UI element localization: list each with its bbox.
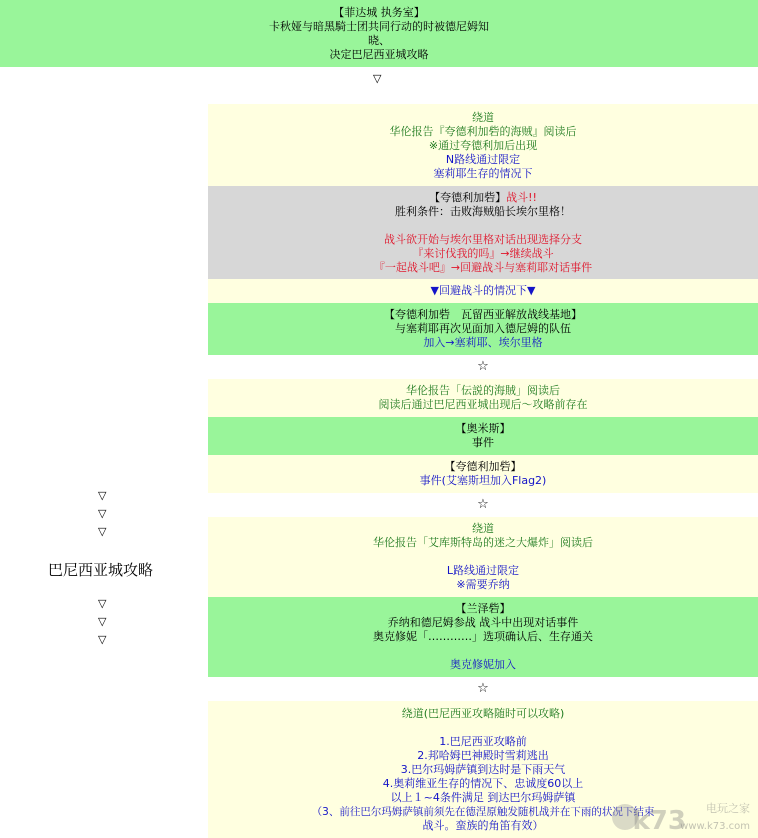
down-arrow-icon: ▽ [98, 633, 107, 646]
down-arrow-icon: ▽ [98, 507, 107, 520]
battle-choice: 『来讨伐我的吗』→继续战斗 [412, 247, 554, 260]
down-arrow-icon: ▽ [98, 525, 107, 538]
detour-note: （3、前往巴尔玛姆萨镇前须先在德涅原触发随机战并在下雨的状况下结束 [311, 806, 655, 818]
event-block [208, 455, 758, 493]
detour-condition: 2.邦哈姆巴神殿时雪莉逃出 [417, 749, 549, 762]
detour-note: 战斗。蛮族的角笛有效） [422, 819, 544, 832]
base-join: 加入→塞莉耶、埃尔里格 [423, 336, 543, 349]
event-line: 事件(艾塞斯坦加入Flag2) [419, 474, 547, 487]
header-line: 【菲达城 执务室】 [333, 6, 425, 19]
down-arrow-icon: ▽ [98, 597, 107, 610]
event-title: 【夸德利加砦】 [444, 460, 522, 473]
left-section-label: 巴尼西亚城攻略 [48, 561, 154, 579]
battle-block [208, 186, 758, 279]
base-title: 【夸德利加砦 瓦留西亚解放战线基地】 [384, 308, 582, 321]
watermark-site-name: 电玩之家 [706, 802, 750, 815]
detour-condition: 4.奥莉维亚生存的情况下、忠诚度60以上 [382, 777, 584, 790]
battle-choice: 『一起战斗吧』→回避战斗与塞莉耶对话事件 [373, 261, 593, 274]
header-line: 卡秋娅与暗黑騎士团共同行动的时被德尼姆知 [269, 20, 489, 33]
report-line: 阅读后通过巴尼西亚城出现后～攻略前存在 [378, 398, 588, 411]
victory-condition: 胜利条件：击败海贼船长埃尔里格！ [395, 205, 571, 218]
lanze-line: 奥克修妮「…………」选项确认后、生存通关 [373, 630, 593, 643]
battle-note: 战斗欲开始与埃尔里格对话出现选择分支 [384, 233, 582, 246]
detour-condition: L路线通过限定 [446, 564, 520, 577]
watermark-logo: k73 [632, 806, 686, 836]
omis-title: 【奥米斯】 [455, 422, 511, 435]
detour-condition: ※需要乔纳 [456, 578, 510, 591]
detour-title: 绕道 [472, 522, 494, 535]
star-icon: ☆ [477, 681, 489, 696]
star-icon: ☆ [477, 497, 489, 512]
detour-condition: 塞莉耶生存的情况下 [433, 167, 533, 180]
detour-title: 绕道(巴尼西亚攻略随时可以攻略) [401, 707, 565, 720]
detour-condition: 以上１~4条件满足 到达巴尔玛姆萨镇 [390, 791, 576, 804]
lanze-title: 【兰泽砦】 [455, 602, 511, 615]
detour-block-2 [208, 517, 758, 597]
down-arrow-icon: ▽ [98, 489, 107, 502]
down-arrow-icon: ▽ [98, 615, 107, 628]
down-arrow-icon: ▽ [373, 72, 382, 85]
detour-condition: 1.巴尼西亚攻略前 [439, 735, 527, 748]
base-line: 与塞莉耶再次见面加入德尼姆的队伍 [395, 322, 571, 335]
header-block [0, 0, 758, 67]
header-line: 晓、 [368, 34, 390, 47]
lanze-line: 乔纳和德尼姆参战 战斗中出现对话事件 [387, 616, 579, 629]
branch-block [208, 279, 758, 303]
report-block [208, 379, 758, 417]
header-line: 决定巴尼西亚城攻略 [329, 48, 429, 61]
omis-block [208, 417, 758, 455]
lanze-block [208, 597, 758, 677]
battle-location: 【夸德利加砦】 [429, 191, 507, 204]
detour-condition: 3.巴尔玛姆萨镇到达时是下雨天气 [400, 763, 566, 776]
detour-block-1 [208, 104, 758, 186]
lanze-join: 奥克修妮加入 [450, 658, 516, 671]
base-block [208, 303, 758, 355]
report-line: 华伦报告「伝説的海賊」阅读后 [406, 384, 560, 397]
detour-title: 绕道 [472, 111, 494, 124]
detour-line: ※通过夸德利加后出现 [428, 139, 538, 152]
omis-line: 事件 [472, 436, 494, 449]
detour-line: 华伦报告「艾库斯特岛的迷之大爆炸」阅读后 [373, 536, 593, 549]
watermark-domain: www.k73.com [680, 821, 750, 832]
branch-label: ▼回避战斗的情况下▼ [430, 284, 536, 297]
star-icon: ☆ [477, 359, 489, 374]
detour-condition: N路线通过限定 [445, 153, 521, 166]
battle-label: 战斗!! [506, 191, 537, 204]
detour-line: 华伦报告『夸德利加砦的海贼』阅读后 [389, 125, 577, 138]
